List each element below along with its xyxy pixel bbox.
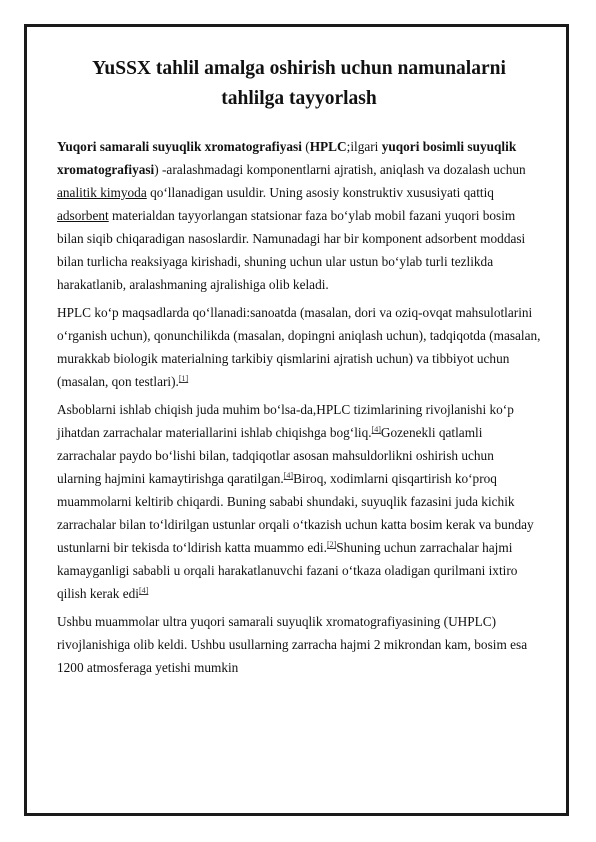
citation-link[interactable]: [1] xyxy=(178,374,189,383)
paragraph-uhplc xyxy=(57,610,541,679)
citation-link[interactable]: [4] xyxy=(371,425,381,434)
citation-link[interactable]: [2] xyxy=(326,540,337,549)
term-high-pressure: yuqori bosimli suyuqlik xromatografiyasi xyxy=(57,139,517,177)
text-span: materialdan tayyorlangan statsionar faza bo‘ylab mobil fazani yuqori bosim bilan siqib chiqaradigan nasoslardir. Namunadagi har bir komponent adsorbent moddasi bilan turlicha reaksiyaga kirishadi, shuning uchun ular ustun bo‘ylab turli tezlikda harakatlanib, aralashmaning ajralishiga olib keladi. xyxy=(57,208,526,292)
paragraph-hplc-uses xyxy=(57,301,541,393)
text-span: Biroq, xodimlarni qisqartirish ko‘proq muammolarni keltirib chiqardi. Buning sababi shundaki, suyuqlik fazasini juda kichik zarrachalar bilan to‘ldirilgan ustunlar orqali o‘tkazish uchun katta bosim kerak va bunday ustunlarni bir tekisda to‘ldirish katta muammo edi. xyxy=(57,471,534,555)
text-span: Gozenekli qatlamli zarrachalar paydo bo‘lishi bilan, tadqiqotlar asosan mahsuldorlikni oshirish uchun ularning hajmini kamaytirishga qaratilgan. xyxy=(57,425,494,486)
text-span: ;ilgari xyxy=(346,139,382,154)
paragraph-development xyxy=(57,398,541,605)
text-span: Ushbu muammolar ultra yuqori samarali suyuqlik xromatografiyasining (UHPLC) rivojlanishiga olib keldi. Ushbu usullarning zarracha hajmi 2 mikrondan kam, bosim esa 1200 atmosferaga yetishi mumkin xyxy=(57,614,528,675)
text-span: Shuning uchun zarrachalar hajmi kamayganligi sababli u orqali harakatlanuvchi fazani o‘tkaza oladigan qurilmani ixtiro qilish kerak edi xyxy=(57,540,518,601)
text-span: Asboblarni ishlab chiqish juda muhim bo‘lsa-da,HPLC tizimlarining rivojlanishi ko‘p jihatdan zarrachalar materiallarini ishlab chiqishga bog‘liq. xyxy=(57,402,514,440)
term-hplc-full: Yuqori samarali suyuqlik xromatografiyasi xyxy=(57,139,302,154)
citation-link[interactable]: [4] xyxy=(283,471,294,480)
text-span: ( xyxy=(301,139,310,154)
text-span: qo‘llanadigan usuldir. Uning asosiy konstruktiv xususiyati qattiq xyxy=(146,185,494,200)
text-span: ) -aralashmadagi komponentlarni ajratish, aniqlash va dozalash uchun xyxy=(154,162,526,177)
term-hplc: HPLC xyxy=(309,139,347,154)
text-span: HPLC ko‘p maqsadlarda qo‘llanadi:sanoatda (masalan, dori va oziq-ovqat mahsulotlarini o‘rganish uchun), qonunchilikda (masalan, dopingni aniqlash uchun), tadqiqotda (masalan, murakkab biologik materialning tarkibiy qismlarini ajratish uchun) va tibbiyot uchun (masalan, qon testlari). xyxy=(57,305,541,389)
document-title xyxy=(57,54,541,114)
link-analitik-kimyo[interactable]: analitik kimyoda xyxy=(57,185,147,200)
citation-link[interactable]: [4] xyxy=(138,586,149,595)
link-adsorbent[interactable]: adsorbent xyxy=(57,208,109,223)
paragraph-hplc-definition xyxy=(57,135,541,296)
title-line-1: YuSSX tahlil amalga oshirish uchun namunalarni xyxy=(92,58,506,79)
title-line-2: tahlilga tayyorlash xyxy=(221,88,377,109)
document-body xyxy=(57,54,541,679)
